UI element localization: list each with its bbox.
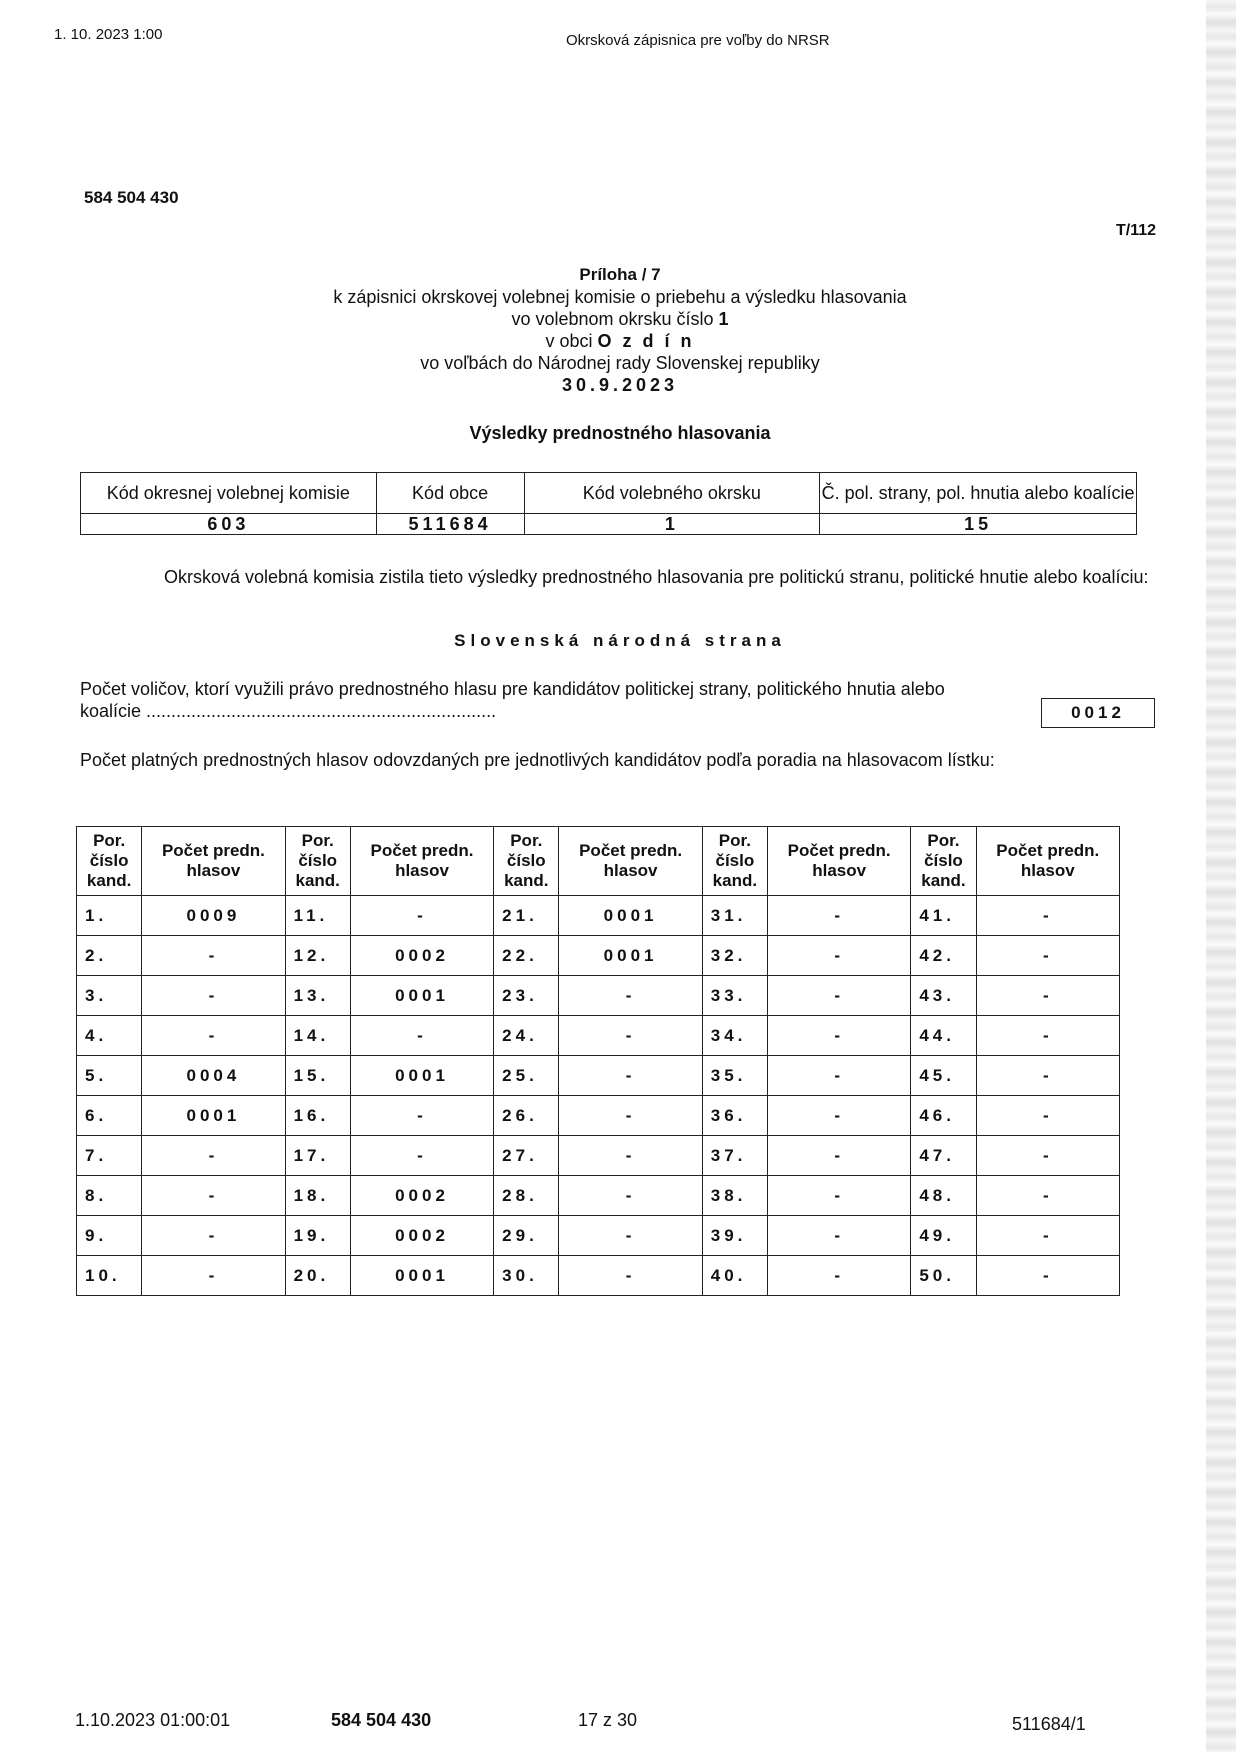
candidate-number: 42. <box>911 936 976 976</box>
candidate-number: 8. <box>77 1176 142 1216</box>
table-row <box>77 976 1120 1016</box>
heading-line-2 <box>0 308 1240 330</box>
candidate-number: 26. <box>494 1096 559 1136</box>
vote-count: - <box>768 1256 911 1296</box>
footer-document-code: 584 504 430 <box>331 1710 432 1730</box>
heading-line-3 <box>0 330 1240 352</box>
district-number: 1 <box>718 309 729 329</box>
candidate-number: 33. <box>702 976 767 1016</box>
candidate-number: 39. <box>702 1216 767 1256</box>
vote-count: 0002 <box>350 936 493 976</box>
header-vote-count: Počet predn. hlasov <box>768 827 911 896</box>
vote-count: 0002 <box>350 1176 493 1216</box>
candidate-number: 7. <box>77 1136 142 1176</box>
header-datetime: 1. 10. 2023 1:00 <box>54 26 163 43</box>
candidate-number: 15. <box>285 1056 350 1096</box>
header-candidate-number: Por. číslo kand. <box>911 827 976 896</box>
heading-line-1: k zápisnici okrskovej volebnej komisie o priebehu a výsledku hlasovania <box>333 287 907 307</box>
vote-count: - <box>976 1136 1119 1176</box>
candidate-number: 43. <box>911 976 976 1016</box>
table-row <box>77 1176 1120 1216</box>
candidate-number: 1. <box>77 896 142 936</box>
candidate-number: 29. <box>494 1216 559 1256</box>
vote-count: - <box>559 1096 702 1136</box>
candidate-number: 37. <box>702 1136 767 1176</box>
candidate-number: 11. <box>285 896 350 936</box>
vote-count: - <box>768 1136 911 1176</box>
vote-count: - <box>976 976 1119 1016</box>
vote-count: - <box>976 896 1119 936</box>
vote-count: - <box>142 1256 285 1296</box>
candidate-number: 13. <box>285 976 350 1016</box>
candidate-number: 6. <box>77 1096 142 1136</box>
header-party-number: Č. pol. strany, pol. hnutia alebo koalície <box>820 473 1137 514</box>
candidate-number: 22. <box>494 936 559 976</box>
header-candidate-number: Por. číslo kand. <box>702 827 767 896</box>
attachment-title: Príloha / 7 <box>579 265 661 284</box>
table-row <box>77 1096 1120 1136</box>
header-vote-count: Počet predn. hlasov <box>350 827 493 896</box>
candidate-number: 24. <box>494 1016 559 1056</box>
vote-count: 0002 <box>350 1216 493 1256</box>
vote-count: - <box>559 1256 702 1296</box>
party-name: Slovenská národná strana <box>454 631 786 650</box>
codes-table <box>80 472 1137 535</box>
vote-count: - <box>768 1096 911 1136</box>
vote-count: - <box>559 1176 702 1216</box>
vote-count: - <box>768 936 911 976</box>
vote-count: - <box>142 1176 285 1216</box>
vote-count: - <box>142 936 285 976</box>
candidate-number: 45. <box>911 1056 976 1096</box>
vote-count: 0001 <box>350 1056 493 1096</box>
form-code: T/112 <box>1115 222 1156 239</box>
vote-count: - <box>142 1016 285 1056</box>
document-code: 584 504 430 <box>84 188 179 207</box>
vote-count: - <box>559 976 702 1016</box>
candidate-number: 25. <box>494 1056 559 1096</box>
vote-count: - <box>768 1056 911 1096</box>
voters-label: Počet voličov, ktorí využili právo prednostného hlasu pre kandidátov politickej strany, politického hnutia alebo koalície ...................................................................... <box>80 679 945 721</box>
vote-count: - <box>559 1016 702 1056</box>
header-candidate-number: Por. číslo kand. <box>285 827 350 896</box>
vote-count: 0001 <box>559 896 702 936</box>
vote-count: - <box>350 1016 493 1056</box>
candidate-number: 2. <box>77 936 142 976</box>
candidate-number: 3. <box>77 976 142 1016</box>
candidate-number: 20. <box>285 1256 350 1296</box>
candidate-number: 19. <box>285 1216 350 1256</box>
header-vote-count: Počet predn. hlasov <box>976 827 1119 896</box>
candidate-number: 30. <box>494 1256 559 1296</box>
vote-count: - <box>559 1136 702 1176</box>
section-title: Výsledky prednostného hlasovania <box>469 423 771 443</box>
header-district-commission-code: Kód okresnej volebnej komisie <box>81 473 377 514</box>
party-number: 15 <box>820 514 1137 535</box>
municipality-name: O z d í n <box>597 331 695 351</box>
page-number: 17 z 30 <box>578 1710 638 1730</box>
header-vote-count: Počet predn. hlasov <box>142 827 285 896</box>
electoral-district-code: 1 <box>524 514 820 535</box>
vote-count: - <box>350 1096 493 1136</box>
candidate-number: 28. <box>494 1176 559 1216</box>
vote-count: - <box>976 1016 1119 1056</box>
table-row <box>77 1256 1120 1296</box>
header-vote-count: Počet predn. hlasov <box>559 827 702 896</box>
vote-count: - <box>768 896 911 936</box>
vote-count: 0001 <box>350 976 493 1016</box>
candidate-number: 32. <box>702 936 767 976</box>
header-candidate-number: Por. číslo kand. <box>494 827 559 896</box>
header-candidate-number: Por. číslo kand. <box>77 827 142 896</box>
header-municipality-code: Kód obce <box>376 473 524 514</box>
candidate-number: 4. <box>77 1016 142 1056</box>
intro-text: Okrsková volebná komisia zistila tieto výsledky prednostného hlasovania pre politickú stranu, politické hnutie alebo koalíciu: <box>164 567 1149 587</box>
candidate-number: 44. <box>911 1016 976 1056</box>
candidate-number: 38. <box>702 1176 767 1216</box>
preferential-votes-table <box>76 826 1120 1296</box>
candidate-number: 31. <box>702 896 767 936</box>
candidate-number: 36. <box>702 1096 767 1136</box>
municipality-code: 511684 <box>376 514 524 535</box>
vote-count: 0001 <box>559 936 702 976</box>
candidate-number: 40. <box>702 1256 767 1296</box>
candidate-number: 49. <box>911 1216 976 1256</box>
candidate-number: 14. <box>285 1016 350 1056</box>
vote-count: - <box>768 976 911 1016</box>
vote-count: - <box>768 1216 911 1256</box>
voters-count: 0012 <box>1041 698 1155 728</box>
candidate-number: 27. <box>494 1136 559 1176</box>
candidate-number: 9. <box>77 1216 142 1256</box>
candidate-number: 21. <box>494 896 559 936</box>
candidate-number: 16. <box>285 1096 350 1136</box>
heading-line-4: vo voľbách do Národnej rady Slovenskej republiky <box>420 353 820 373</box>
vote-count: - <box>976 1256 1119 1296</box>
candidate-number: 12. <box>285 936 350 976</box>
vote-count: - <box>559 1056 702 1096</box>
vote-count: - <box>976 936 1119 976</box>
candidate-number: 47. <box>911 1136 976 1176</box>
table-row <box>77 1216 1120 1256</box>
municipality-label: v obci <box>545 331 598 351</box>
candidate-number: 10. <box>77 1256 142 1296</box>
vote-count: - <box>768 1016 911 1056</box>
candidate-number: 23. <box>494 976 559 1016</box>
vote-count: - <box>142 976 285 1016</box>
vote-count: 0001 <box>350 1256 493 1296</box>
election-date: 30.9.2023 <box>561 375 679 395</box>
candidate-number: 17. <box>285 1136 350 1176</box>
district-commission-code: 603 <box>81 514 377 535</box>
candidate-number: 5. <box>77 1056 142 1096</box>
vote-count: 0004 <box>142 1056 285 1096</box>
candidate-number: 50. <box>911 1256 976 1296</box>
vote-count: 0009 <box>142 896 285 936</box>
table-row <box>77 936 1120 976</box>
header-electoral-district-code: Kód volebného okrsku <box>524 473 820 514</box>
scan-edge-shadow <box>1206 0 1236 1752</box>
vote-count: 0001 <box>142 1096 285 1136</box>
table-row <box>77 1056 1120 1096</box>
candidate-number: 18. <box>285 1176 350 1216</box>
vote-count: - <box>350 896 493 936</box>
vote-count: - <box>976 1216 1119 1256</box>
vote-count: - <box>976 1176 1119 1216</box>
candidate-number: 46. <box>911 1096 976 1136</box>
table-row <box>77 1016 1120 1056</box>
vote-count: - <box>559 1216 702 1256</box>
vote-count: - <box>142 1136 285 1176</box>
candidate-number: 41. <box>911 896 976 936</box>
table-row <box>77 1136 1120 1176</box>
votes-intro-text: Počet platných prednostných hlasov odovzdaných pre jednotlivých kandidátov podľa poradia na hlasovacom lístku: <box>80 750 995 770</box>
vote-count: - <box>768 1176 911 1216</box>
footer-datetime: 1.10.2023 01:00:01 <box>75 1710 231 1730</box>
vote-count: - <box>142 1216 285 1256</box>
vote-count: - <box>976 1096 1119 1136</box>
vote-count: - <box>976 1056 1119 1096</box>
header-title: Okrsková zápisnica pre voľby do NRSR <box>566 32 830 49</box>
vote-count: - <box>350 1136 493 1176</box>
district-label: vo volebnom okrsku číslo <box>511 309 719 329</box>
candidate-number: 48. <box>911 1176 976 1216</box>
table-row <box>77 896 1120 936</box>
footer-id: 511684/1 <box>1012 1714 1086 1734</box>
candidate-number: 35. <box>702 1056 767 1096</box>
candidate-number: 34. <box>702 1016 767 1056</box>
